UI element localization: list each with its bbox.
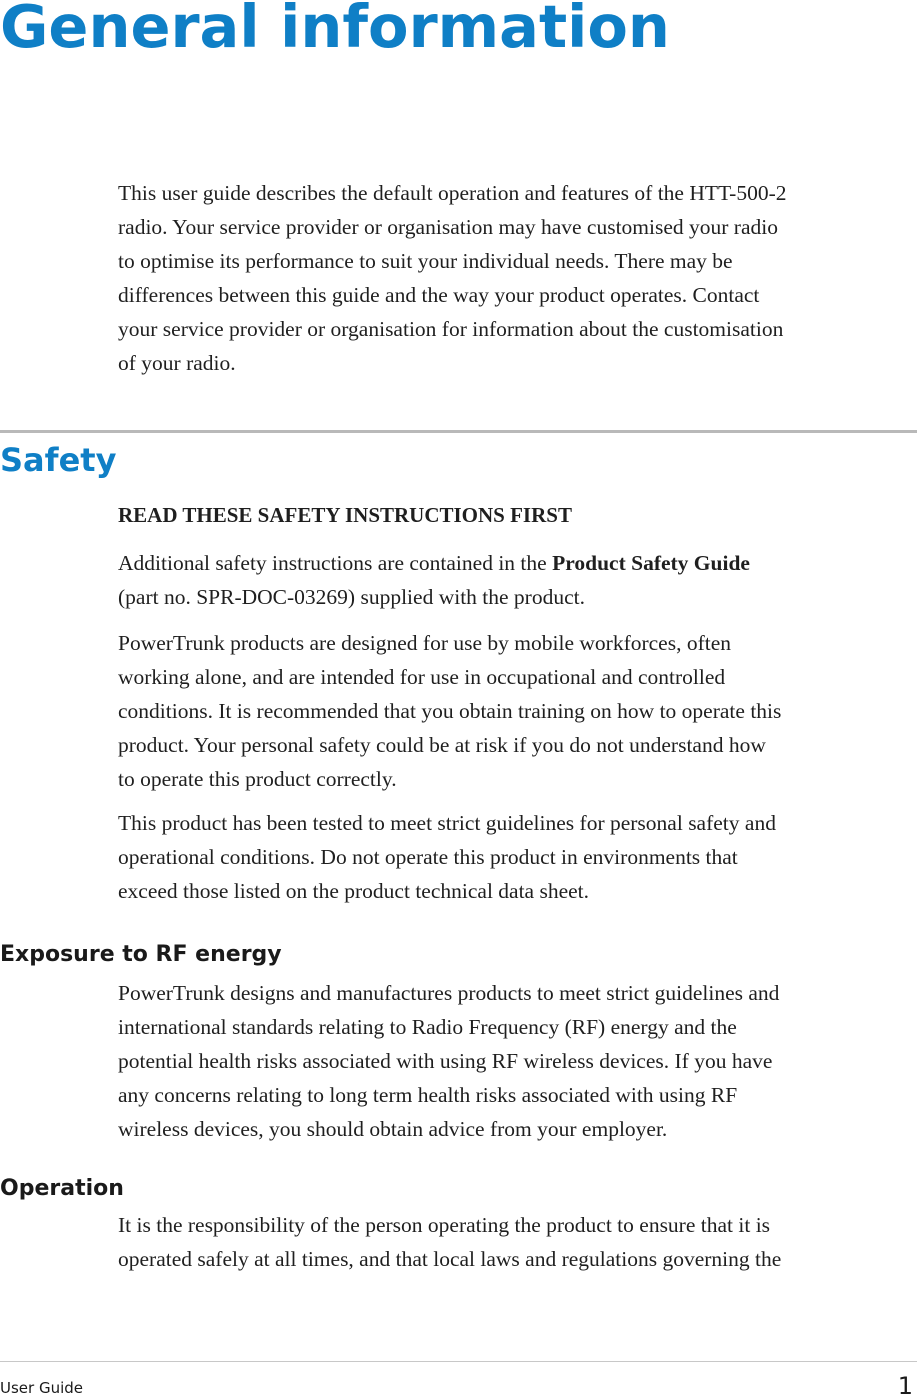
text-line: This user guide describes the default operation and features of the HTT-500-2 <box>118 181 787 205</box>
rf-energy-paragraph <box>118 976 779 1146</box>
text-line: operational conditions. Do not operate this product in environments that <box>118 845 738 869</box>
text-line: working alone, and are intended for use in occupational and controlled <box>118 665 726 689</box>
footer-divider <box>0 1361 917 1362</box>
text-line: international standards relating to Radio Frequency (RF) energy and the <box>118 1015 737 1039</box>
text-line: It is the responsibility of the person operating the product to ensure that it is <box>118 1213 771 1237</box>
footer-label: User Guide <box>0 1379 84 1397</box>
text-line: your service provider or organisation for information about the customisation <box>118 317 784 341</box>
text-line: This product has been tested to meet strict guidelines for personal safety and <box>118 811 776 835</box>
text-line: PowerTrunk designs and manufactures products to meet strict guidelines and <box>118 981 780 1005</box>
section-divider <box>0 430 917 433</box>
text-line: PowerTrunk products are designed for use by mobile workforces, often <box>118 631 732 655</box>
product-safety-guide-name: Product Safety Guide <box>552 551 750 575</box>
text-line: potential health risks associated with using RF wireless devices. If you have <box>118 1049 773 1073</box>
safety-heading: Safety <box>0 441 117 479</box>
text-line: product. Your personal safety could be at risk if you do not understand how <box>118 733 766 757</box>
page-title: General information <box>0 0 670 61</box>
text-line: wireless devices, you should obtain advice from your employer. <box>118 1117 668 1141</box>
page-number: 1 <box>897 1372 913 1400</box>
text-line: to optimise its performance to suit your individual needs. There may be <box>118 249 733 273</box>
text-line: any concerns relating to long term health risks associated with using RF <box>118 1083 738 1107</box>
text-line: of your radio. <box>118 351 236 375</box>
text-line <box>118 546 750 580</box>
safety-training-paragraph <box>118 626 781 796</box>
text-line: (part no. SPR-DOC-03269) supplied with the product. <box>118 585 585 609</box>
operation-heading: Operation <box>0 1176 124 1201</box>
text-line: differences between this guide and the way your product operates. Contact <box>118 283 760 307</box>
rf-energy-heading: Exposure to RF energy <box>0 942 282 967</box>
safety-guide-paragraph <box>118 546 750 614</box>
operation-paragraph <box>118 1208 781 1276</box>
text-line: conditions. It is recommended that you obtain training on how to operate this <box>118 699 782 723</box>
text-line: exceed those listed on the product technical data sheet. <box>118 879 590 903</box>
text-line: radio. Your service provider or organisation may have customised your radio <box>118 215 778 239</box>
intro-paragraph <box>118 176 786 380</box>
text-line: operated safely at all times, and that local laws and regulations governing the <box>118 1247 782 1271</box>
guide-line-prefix: Additional safety instructions are contained in the <box>118 551 553 575</box>
text-line: to operate this product correctly. <box>118 767 397 791</box>
safety-instructions-heading: READ THESE SAFETY INSTRUCTIONS FIRST <box>118 503 572 527</box>
safety-testing-paragraph <box>118 806 776 908</box>
